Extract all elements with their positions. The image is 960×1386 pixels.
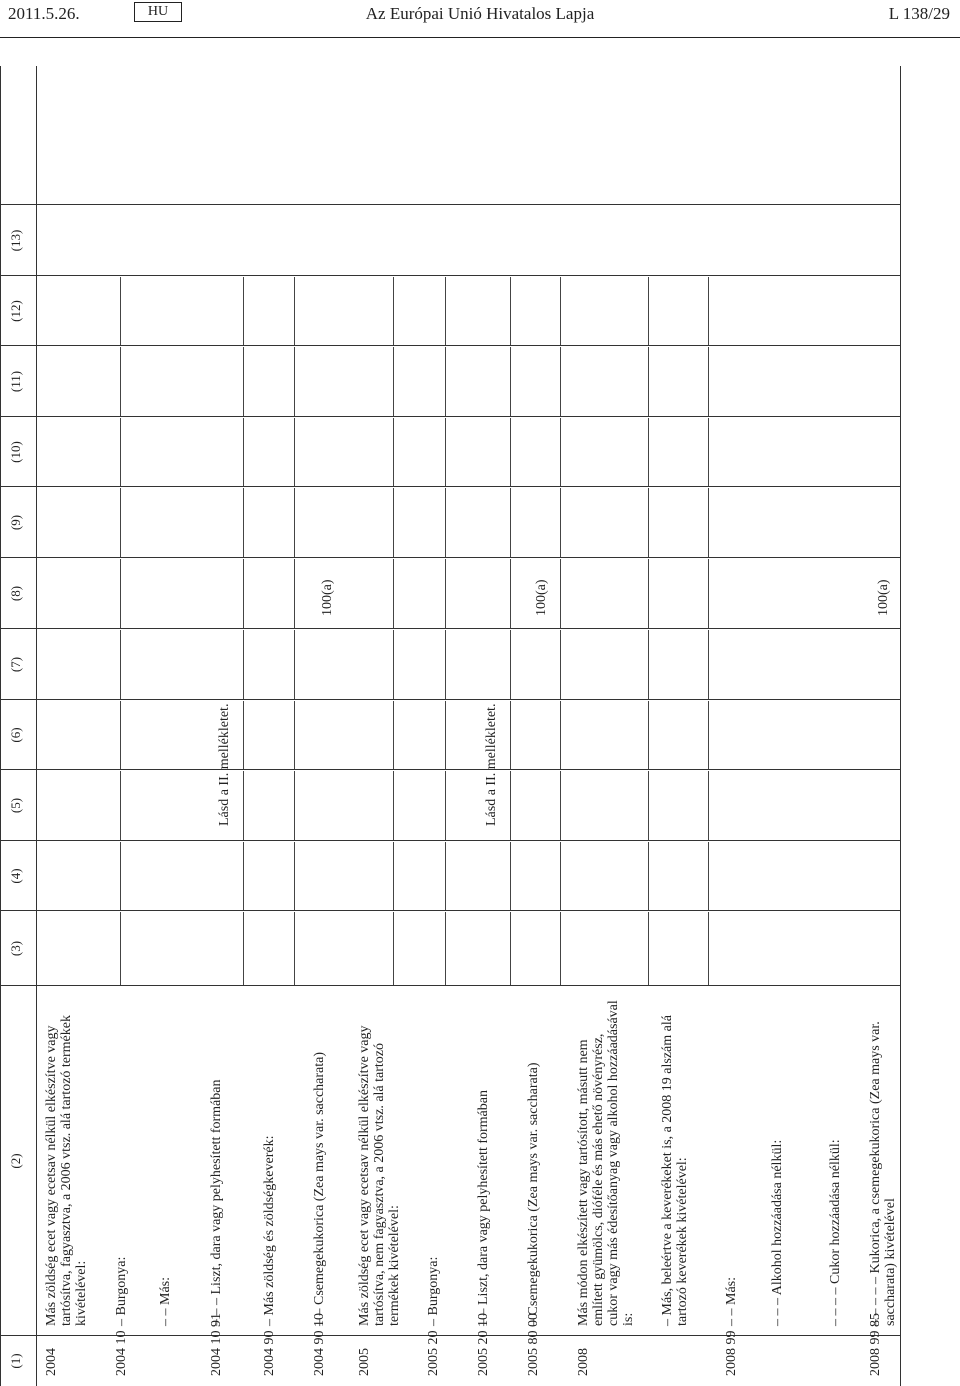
column-divider	[0, 204, 900, 205]
cell-separator	[243, 418, 244, 486]
product-description: – – Csemegekukorica (Zea mays var. saccharata)	[312, 1051, 327, 1326]
cell-separator	[120, 842, 121, 910]
product-description: – Csemegekukorica (Zea mays var. saccharata)	[526, 1062, 541, 1326]
cell-separator	[648, 559, 649, 628]
product-description: – – – – – Kukorica, a csemegekukorica (Zea mays var. saccharata) kivételével	[868, 1021, 898, 1326]
cell-separator	[243, 771, 244, 840]
cell-separator	[708, 771, 709, 840]
column-divider	[0, 416, 900, 417]
column-header: (6)	[8, 727, 23, 743]
cell-separator	[648, 701, 649, 769]
product-description: – – – Alkohol hozzáadása nélkül:	[770, 1139, 785, 1326]
column-divider	[0, 769, 900, 770]
cell-separator	[393, 771, 394, 840]
cell-separator	[510, 418, 511, 486]
annex-reference: Lásd a II. mellékletet.	[484, 703, 499, 826]
cell-separator	[445, 630, 446, 699]
tariff-code: 2004 90	[262, 1330, 277, 1376]
duty-value: 100(a)	[320, 579, 335, 616]
cell-separator	[445, 842, 446, 910]
cell-separator	[708, 418, 709, 486]
table-bottom-rule	[900, 66, 901, 1386]
cell-separator	[560, 701, 561, 769]
cell-separator	[294, 488, 295, 557]
cell-separator	[510, 912, 511, 985]
duty-value: 100(a)	[876, 579, 891, 616]
cell-separator	[708, 347, 709, 416]
column-divider	[0, 275, 900, 276]
cell-separator	[393, 912, 394, 985]
product-description: – – Más:	[724, 1277, 739, 1326]
column-header: (7)	[8, 656, 23, 673]
cell-separator	[393, 842, 394, 910]
cell-separator	[445, 277, 446, 345]
cell-separator	[560, 559, 561, 628]
column-header: (13)	[8, 229, 23, 252]
product-description: – – – – Cukor hozzáadása nélkül:	[828, 1139, 843, 1326]
cell-separator	[510, 701, 511, 769]
cell-separator	[510, 488, 511, 557]
tariff-code: 2005 20	[426, 1330, 441, 1376]
cell-separator	[648, 418, 649, 486]
tariff-code: 2005	[357, 1348, 372, 1376]
cell-separator	[648, 912, 649, 985]
column-divider	[0, 840, 900, 841]
column-divider	[0, 557, 900, 558]
cell-separator	[393, 630, 394, 699]
cell-separator	[510, 559, 511, 628]
column-header: (3)	[8, 940, 23, 957]
cell-separator	[560, 277, 561, 345]
column-divider	[0, 628, 900, 629]
cell-separator	[243, 347, 244, 416]
cell-separator	[445, 912, 446, 985]
language-badge: HU	[134, 2, 182, 22]
cell-separator	[120, 771, 121, 840]
cell-separator	[120, 630, 121, 699]
tariff-code: 2008 99	[724, 1330, 739, 1376]
column-header: (2)	[8, 1153, 23, 1169]
cell-separator	[393, 488, 394, 557]
cell-separator	[708, 488, 709, 557]
cell-separator	[560, 418, 561, 486]
column-header: (1)	[8, 1353, 23, 1369]
rotated-tariff-table	[0, 66, 920, 1386]
cell-separator	[294, 277, 295, 345]
cell-separator	[560, 771, 561, 840]
cell-separator	[648, 347, 649, 416]
cell-separator	[294, 701, 295, 769]
cell-separator	[510, 842, 511, 910]
cell-separator	[120, 912, 121, 985]
cell-separator	[120, 559, 121, 628]
column-header: (12)	[8, 300, 23, 322]
cell-separator	[393, 347, 394, 416]
cell-separator	[294, 912, 295, 985]
cell-separator	[294, 630, 295, 699]
cell-separator	[120, 347, 121, 416]
page-header	[0, 0, 960, 40]
cell-separator	[294, 418, 295, 486]
cell-separator	[243, 488, 244, 557]
header-bottom-rule	[36, 66, 37, 1386]
cell-separator	[648, 771, 649, 840]
column-divider	[0, 910, 900, 911]
cell-separator	[560, 842, 561, 910]
product-description: – – – Liszt, dara vagy pelyhesített formában	[209, 1079, 224, 1326]
product-description: – – Más:	[158, 1277, 173, 1326]
cell-separator	[243, 277, 244, 345]
annex-reference: Lásd a II. mellékletet.	[217, 703, 232, 826]
cell-separator	[708, 630, 709, 699]
column-divider	[0, 486, 900, 487]
column-divider	[0, 345, 900, 346]
cell-separator	[510, 347, 511, 416]
cell-separator	[120, 701, 121, 769]
cell-separator	[445, 559, 446, 628]
product-description: – Más zöldség és zöldségkeverék:	[262, 1135, 277, 1326]
tariff-code: 2008	[576, 1348, 591, 1376]
cell-separator	[708, 701, 709, 769]
cell-separator	[120, 277, 121, 345]
cell-separator	[648, 488, 649, 557]
tariff-code: 2004 90 10	[312, 1313, 327, 1376]
cell-separator	[393, 701, 394, 769]
cell-separator	[560, 912, 561, 985]
tariff-code: 2004 10	[114, 1330, 129, 1376]
cell-separator	[560, 347, 561, 416]
column-header: (11)	[8, 370, 23, 393]
column-header: (4)	[8, 868, 23, 884]
product-description: Más módon elkészített vagy tartósított, másutt nem említett gyümölcs, dióféle és más ehető növényrész, cukor vagy más édesítőanyag vagy alkohol hozzáadásával is:	[576, 1000, 636, 1326]
page-reference: L 138/29	[888, 4, 950, 23]
cell-separator	[510, 630, 511, 699]
cell-separator	[294, 559, 295, 628]
column-header: (8)	[8, 585, 23, 602]
cell-separator	[294, 347, 295, 416]
cell-separator	[648, 630, 649, 699]
tariff-code: 2005 80 00	[526, 1313, 541, 1376]
cell-separator	[243, 912, 244, 985]
column-header: (9)	[8, 514, 23, 531]
product-description: – Más, beleértve a keverékeket is, a 2008 19 alszám alá tartozó keverékek kivételével:	[660, 1015, 690, 1326]
tariff-code: 2004	[44, 1348, 59, 1376]
tariff-code: 2005 20 10	[476, 1313, 491, 1376]
cell-separator	[445, 418, 446, 486]
column-divider	[0, 699, 900, 700]
tariff-code: 2004 10 91	[209, 1313, 224, 1376]
cell-separator	[560, 488, 561, 557]
cell-separator	[708, 559, 709, 628]
cell-separator	[120, 488, 121, 557]
journal-title: Az Európai Unió Hivatalos Lapja	[365, 4, 595, 23]
cell-separator	[243, 701, 244, 769]
cell-separator	[560, 630, 561, 699]
duty-value: 100(a)	[534, 579, 549, 616]
cell-separator	[708, 842, 709, 910]
product-description: Más zöldség ecet vagy ecetsav nélkül elkészítve vagy tartósítva, nem fagyasztva, a 2006 vtsz. alá tartozó termékek kivételével:	[357, 1025, 402, 1326]
cell-separator	[294, 771, 295, 840]
cell-separator	[708, 912, 709, 985]
cell-separator	[648, 277, 649, 345]
product-description: – – Liszt, dara vagy pelyhesített formában	[476, 1090, 491, 1326]
publication-date: 2011.5.26.	[8, 4, 80, 23]
cell-separator	[243, 842, 244, 910]
cell-separator	[243, 630, 244, 699]
cell-separator	[445, 771, 446, 840]
cell-separator	[445, 347, 446, 416]
cell-separator	[393, 277, 394, 345]
tariff-code: 2008 99 85	[868, 1313, 883, 1376]
cell-separator	[294, 842, 295, 910]
cell-separator	[393, 559, 394, 628]
cell-separator	[243, 559, 244, 628]
cell-separator	[445, 701, 446, 769]
cell-separator	[120, 418, 121, 486]
cell-separator	[510, 277, 511, 345]
column-divider	[0, 1335, 900, 1336]
product-description: Más zöldség ecet vagy ecetsav nélkül elkészítve vagy tartósítva, fagyasztva, a 2006 vtsz. alá tartozó termékek kivételével:	[44, 1015, 89, 1326]
product-description: – Burgonya:	[426, 1256, 441, 1326]
product-description: – Burgonya:	[114, 1256, 129, 1326]
cell-separator	[648, 842, 649, 910]
table-top-rule	[0, 66, 1, 1386]
column-header: (5)	[8, 797, 23, 814]
cell-separator	[510, 771, 511, 840]
cell-separator	[393, 418, 394, 486]
cell-separator	[445, 488, 446, 557]
header-rule	[0, 37, 960, 38]
column-divider	[0, 985, 900, 986]
cell-separator	[708, 277, 709, 345]
column-header: (10)	[8, 441, 23, 463]
